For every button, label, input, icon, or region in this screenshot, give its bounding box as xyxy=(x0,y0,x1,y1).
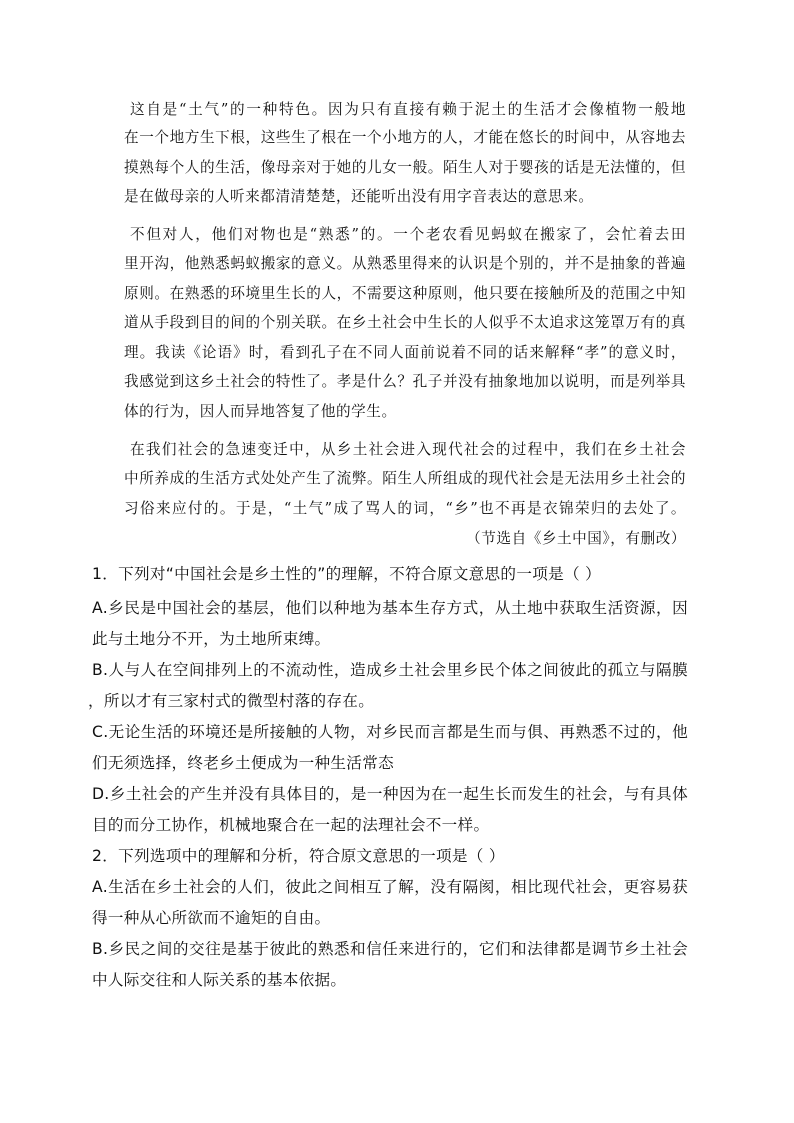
option-line: C.无论生活的环境还是所接触的人物，对乡民而言都是生而与俱、再熟悉不过的，他 xyxy=(92,723,688,741)
passage-line: 不但对人，他们对物也是“熟悉”的。一个老农看见蚂蚁在搬家了，会忙着去田 xyxy=(130,226,686,243)
option-line: A.乡民是中国社会的基层，他们以种地为基本生存方式，从土地中获取生活资源，因 xyxy=(92,599,688,617)
option-line: 目的而分工协作，机械地聚合在一起的法理社会不一样。 xyxy=(92,816,490,834)
option-line: D.乡土社会的产生并没有具体目的，是一种因为在一起生长而发生的社会，与有具体 xyxy=(92,785,688,803)
option-line: ，所以才有三家村式的微型村落的存在。 xyxy=(88,692,375,710)
option-line: 们无须选择，终老乡土便成为一种生活常态 xyxy=(92,754,394,772)
option-line: B.乡民之间的交往是基于彼此的熟悉和信任来进行的，它们和法律都是调节乡土社会 xyxy=(92,940,688,958)
question-stem: 2．下列选项中的理解和分析，符合原文意思的一项是（ ） xyxy=(92,847,505,865)
passage-line: 在一个地方生下根，这些生了根在一个小地方的人，才能在悠长的时间中，从容地去 xyxy=(124,129,686,146)
passage-line: 习俗来应付的。于是，“土气”成了骂人的词，“乡”也不再是衣锦荣归的去处了。 xyxy=(124,500,686,517)
question-stem: 1．下列对“中国社会是乡土性的”的理解，不符合原文意思的一项是（ ） xyxy=(92,565,602,583)
passage-line: 里开沟，他熟悉蚂蚁搬家的意义。从熟悉里得来的认识是个别的，并不是抽象的普遍 xyxy=(124,255,686,272)
passage-line: 在我们社会的急速变迁中，从乡土社会进入现代社会的过程中，我们在乡土社会 xyxy=(130,441,686,458)
passage-line: 这自是“土气”的一种特色。因为只有直接有赖于泥土的生活才会像植物一般地 xyxy=(130,101,686,118)
option-line: B.人与人在空间排列上的不流动性，造成乡土社会里乡民个体之间彼此的孤立与隔膜 xyxy=(92,661,688,679)
passage-line: 摸熟每个人的生活，像母亲对于她的儿女一般。陌生人对于婴孩的话是无法懂的，但 xyxy=(124,159,686,176)
passage-line: 是在做母亲的人听来都清清楚楚，还能听出没有用字音表达的意思来。 xyxy=(124,188,594,205)
passage-line: 中所养成的生活方式处处产生了流弊。陌生人所组成的现代社会是无法用乡土社会的 xyxy=(124,470,686,487)
option-line: 此与土地分不开，为土地所束缚。 xyxy=(92,630,331,648)
passage-line: 道从手段到目的间的个别关联。在乡土社会中生长的人似乎不太追求这笼罩万有的真 xyxy=(124,314,686,331)
passage-line: 原则。在熟悉的环境里生长的人，不需要这种原则，他只要在接触所及的范围之中知 xyxy=(124,285,686,302)
passage-line: 我感觉到这乡土社会的特性了。孝是什么？孔子并没有抽象地加以说明，而是列举具 xyxy=(124,373,686,390)
option-line: A.生活在乡土社会的人们，彼此之间相互了解，没有隔阂，相比现代社会，更容易获 xyxy=(92,878,688,896)
option-line: 中人际交往和人际关系的基本依据。 xyxy=(92,971,347,989)
passage-line: 体的行为，因人而异地答复了他的学生。 xyxy=(124,403,397,420)
passage-source: （节选自《乡土中国》，有删改） xyxy=(466,530,686,547)
option-line: 得一种从心所欲而不逾矩的自由。 xyxy=(92,909,331,927)
passage-line: 理。我读《论语》时，看到孔子在不同人面前说着不同的话来解释“孝”的意义时， xyxy=(124,344,686,361)
